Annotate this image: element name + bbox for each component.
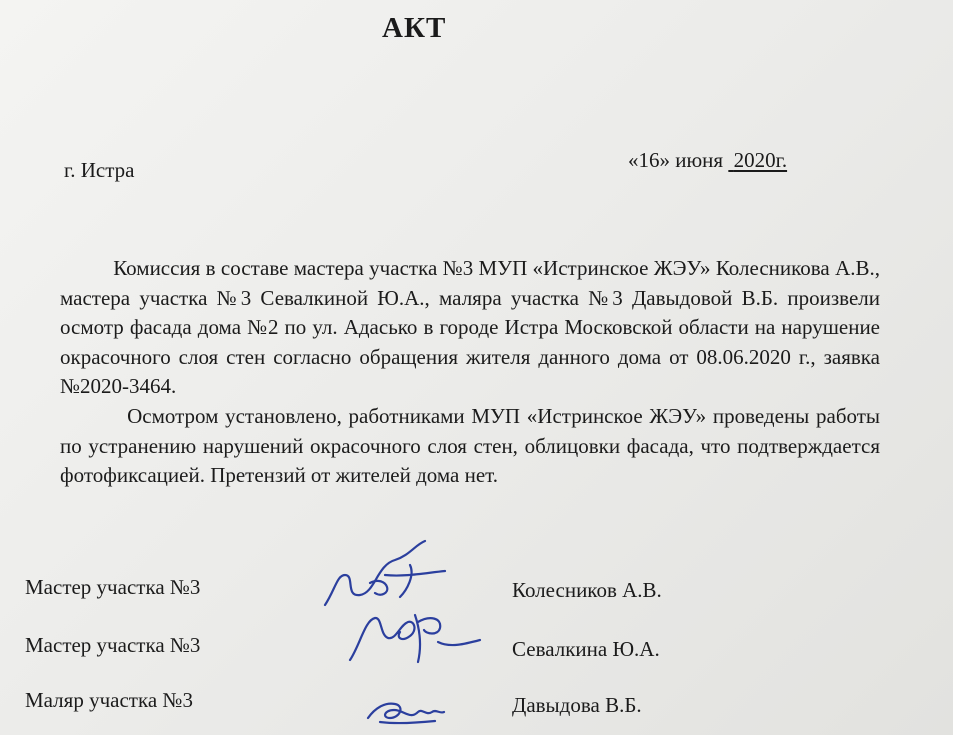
document-title: АКТ — [382, 12, 447, 44]
date-day-month: «16» июня — [628, 148, 724, 172]
signature-role-3: Маляр участка №3 — [25, 688, 193, 712]
document-city: г. Истра — [64, 158, 135, 182]
signature-name-1: Колесников А.В. — [512, 578, 662, 602]
document-date — [628, 148, 787, 173]
signature-role-2: Мастер участка №3 — [25, 633, 201, 657]
signature-sevalkina-image — [340, 600, 490, 670]
body-paragraph-2: Осмотром установлено, работниками МУП «Истринское ЖЭУ» проведены работы по устранению нарушений окрасочного слоя стен, облицовки фасада, что подтверждается фотофиксацией. Претензий от жителей дома нет. — [60, 403, 881, 488]
body-paragraph-1: Комиссия в составе мастера участка №3 МУП «Истринское ЖЭУ» Колесникова А.В., мастера участка №3 Севалкиной Ю.А., маляра участка №3 Давыдовой В.Б. произвели осмотр фасада дома №2 по ул. Адасько в городе Истра Московской области на нарушение окрасочного слоя стен согласно обращения жителя данного дома от 08.06.2020 г., заявка №2020-3464. — [60, 256, 880, 399]
signature-name-3: Давыдова В.Б. — [512, 693, 642, 717]
signature-role-1: Мастер участка №3 — [25, 575, 201, 599]
date-year: 2020г. — [733, 148, 788, 172]
signature-name-2: Севалкина Ю.А. — [512, 637, 660, 661]
document-body — [60, 254, 880, 491]
signature-davydova-image — [360, 690, 450, 730]
